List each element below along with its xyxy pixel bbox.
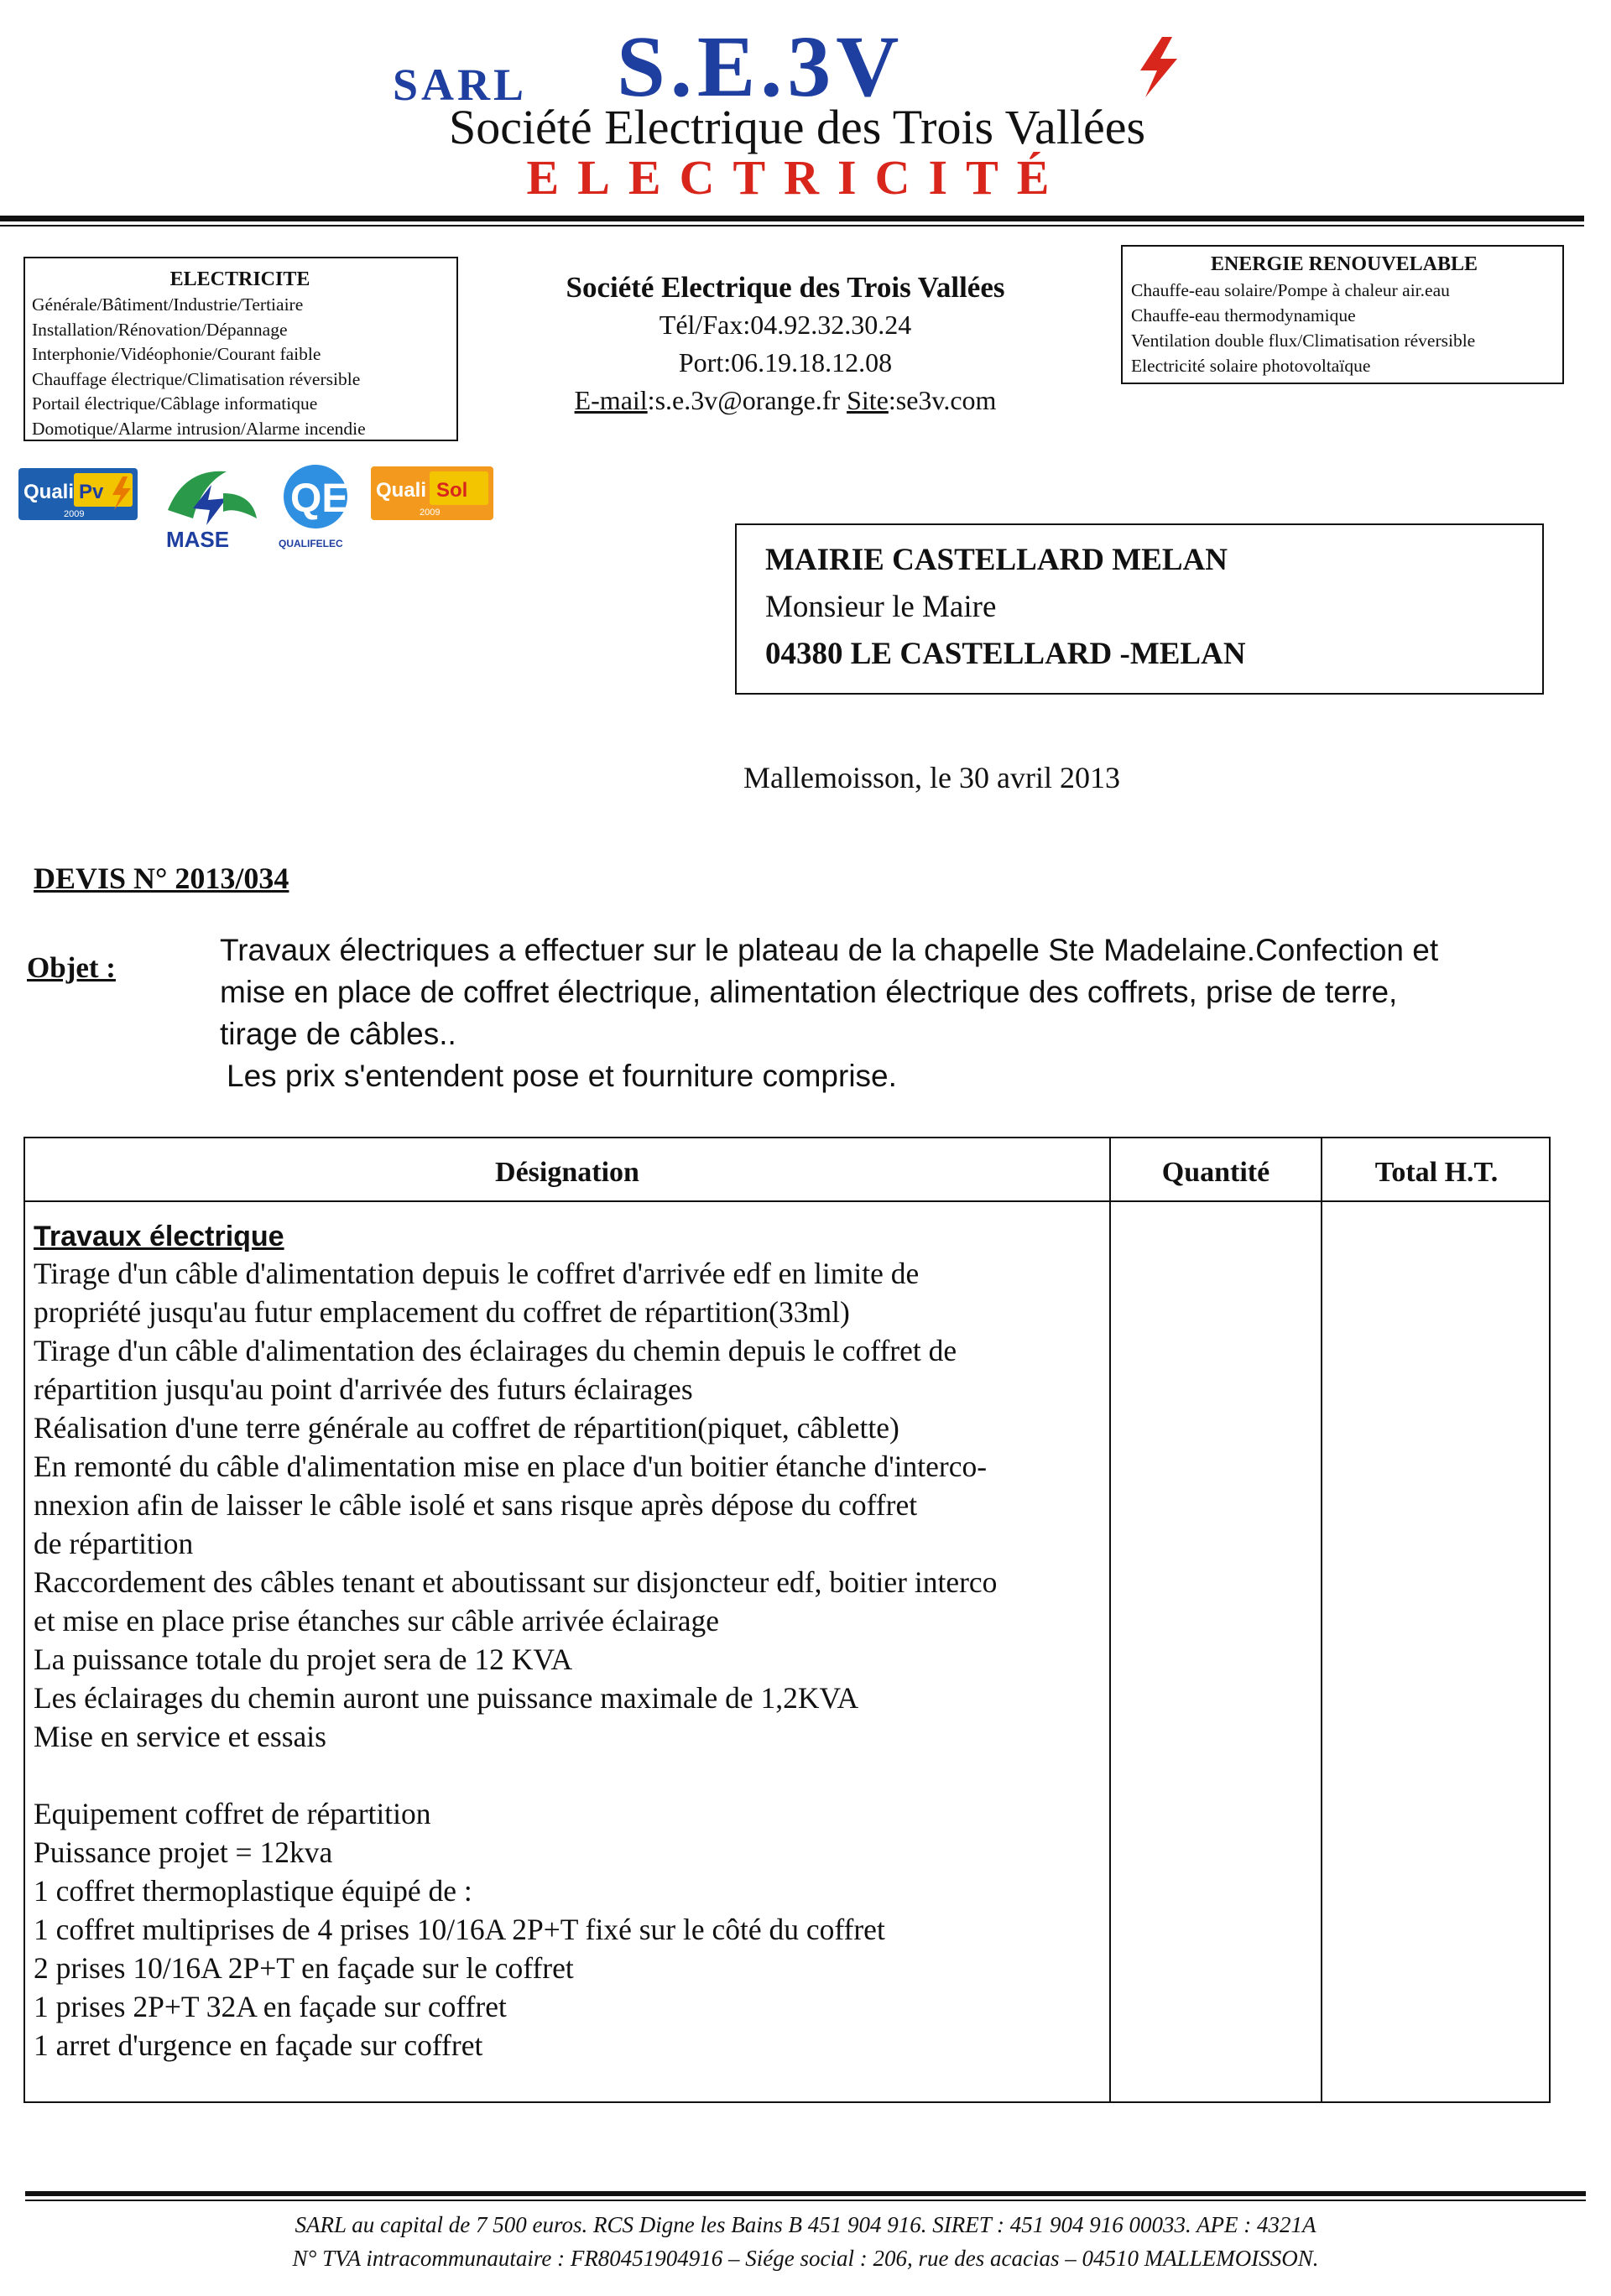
designation-line: et mise en place prise étanches sur câble arrivée éclairage [34,1604,720,1637]
footer-line: N° TVA intracommunautaire : FR80451904916 – Siége social : 206, rue des acacias – 04510 MALLEMOISSON. [292,2246,1319,2271]
designation-line: Les éclairages du chemin auront une puissance maximale de 1,2KVA [34,1681,859,1715]
legal-footer [0,2208,1611,2275]
contact-company-name: Société Electrique des Trois Vallées [566,271,1005,304]
designation-line: de répartition [34,1527,194,1560]
energie-title: ENERGIE RENOUVELABLE [1210,253,1478,275]
subject-line: Les prix s'entendent pose et fourniture comprise. [227,1059,897,1093]
designation-line: La puissance totale du projet sera de 12 KVA [34,1643,573,1676]
designation-line: répartition jusqu'au point d'arrivée des futurs éclairages [34,1372,693,1406]
column-header-quantite: Quantité [1161,1157,1270,1188]
svg-text:2009: 2009 [420,508,441,518]
designation-cell [34,1219,1124,2064]
mase-logo [151,460,268,552]
service-line: Domotique/Alarme intrusion/Alarme incendie [32,418,366,439]
service-line: Electricité solaire photovoltaïque [1131,356,1371,376]
header-divider [0,216,1584,221]
designation-line: Réalisation d'une terre générale au coffret de répartition(piquet, câblette) [34,1411,899,1445]
footer-divider-thin [25,2200,1586,2201]
lightning-bolt-icon [1129,34,1187,101]
header-divider-thin [0,225,1584,226]
email-value[interactable]: :s.e.3v@orange.fr [647,385,847,415]
recipient-address-box [735,523,1544,695]
site-value[interactable]: :se3v.com [888,385,997,415]
svg-text:QUALIFELEC: QUALIFELEC [279,538,343,549]
designation-line: Equipement coffret de répartition [34,1797,431,1830]
svg-text:Quali: Quali [376,479,427,502]
svg-text:MASE: MASE [166,527,230,552]
designation-line: Mise en service et essais [34,1720,326,1753]
qualipv-logo [18,468,138,520]
designation-line: 1 prises 2P+T 32A en façade sur coffret [34,1990,507,2023]
service-line: Ventilation double flux/Climatisation réversible [1131,331,1476,351]
service-line: Interphonie/Vidéophonie/Courant faible [32,344,321,364]
column-header-total-ht: Total H.T. [1374,1157,1499,1188]
date-line: Mallemoisson, le 30 avril 2013 [743,761,1120,794]
designation-line: propriété jusqu'au futur emplacement du coffret de répartition(33ml) [34,1295,850,1329]
service-line: Générale/Bâtiment/Industrie/Tertiaire [32,294,304,315]
designation-line: 1 coffret multiprises de 4 prises 10/16A 2P+T fixé sur le côté du coffret [34,1913,885,1946]
column-divider [1321,1138,1322,2101]
svg-text:QE: QE [290,476,349,521]
section-title: Travaux électrique [34,1221,284,1252]
designation-line: Tirage d'un câble d'alimentation depuis le coffret d'arrivée edf en limite de [34,1257,920,1290]
electricite-services-box [23,257,458,441]
designation-line: 2 prises 10/16A 2P+T en façade sur le coffret [34,1951,574,1985]
svg-text:2009: 2009 [64,509,85,519]
letterhead-logo [386,18,1225,115]
contact-port: Port:06.19.18.12.08 [678,347,893,377]
designation-line: 1 coffret thermoplastique équipé de : [34,1874,472,1908]
brand-name: S.E.3V [617,18,905,115]
service-line: Chauffage électrique/Climatisation réversible [32,368,361,389]
company-tagline: ELECTRICITÉ [526,150,1068,205]
sarl-label: SARL [393,60,528,110]
email-label: E-mail [574,385,648,415]
subject-line: Travaux électriques a effectuer sur le plateau de la chapelle Ste Madelaine.Confection et [220,933,1439,967]
header-row-divider [25,1200,1549,1202]
quote-number: DEVIS N° 2013/034 [34,862,289,895]
contact-tel: Tél/Fax:04.92.32.30.24 [659,310,912,340]
service-line: Portail électrique/Câblage informatique [32,393,318,414]
service-line: Chauffe-eau solaire/Pompe à chaleur air.eau [1131,280,1450,300]
spacer [34,1756,1124,1794]
service-line: Chauffe-eau thermodynamique [1131,305,1356,325]
site-label: Site [847,385,889,415]
recipient-attention: Monsieur le Maire [765,590,997,624]
recipient-name: MAIRIE CASTELLARD MELAN [765,543,1228,577]
subject-line: tirage de câbles.. [220,1017,456,1051]
company-name: Société Electrique des Trois Vallées [448,100,1146,154]
designation-line: En remonté du câble d'alimentation mise en place d'un boitier étanche d'interco- [34,1450,988,1483]
designation-line: 1 arret d'urgence en façade sur coffret [34,2028,483,2062]
designation-line: Tirage d'un câble d'alimentation des éclairages du chemin depuis le coffret de [34,1334,957,1367]
energie-renouvelable-box [1121,245,1564,384]
svg-text:Pv: Pv [79,481,104,503]
quote-table [23,1137,1551,2103]
subject-text [220,929,1554,1097]
footer-divider [25,2191,1586,2196]
column-header-designation: Désignation [495,1157,639,1188]
service-line: Installation/Rénovation/Dépannage [32,319,288,340]
designation-line: Raccordement des câbles tenant et aboutissant sur disjoncteur edf, boitier interco [34,1565,998,1599]
subject-label: Objet : [27,951,116,984]
qualisol-logo [371,466,493,520]
subject-line: mise en place de coffret électrique, alimentation électrique des coffrets, prise de terre, [220,975,1398,1009]
electricite-title: ELECTRICITE [169,268,310,290]
contact-email-site [500,382,1071,419]
qualifelec-logo [277,460,361,560]
designation-line: Puissance projet = 12kva [34,1835,333,1869]
designation-line: nnexion afin de laisser le câble isolé et sans risque après dépose du coffret [34,1488,918,1522]
footer-line: SARL au capital de 7 500 euros. RCS Digne les Bains B 451 904 916. SIRET : 451 904 916 00033. APE : 4321A [295,2212,1316,2237]
svg-text:Sol: Sol [436,479,468,502]
contact-block [500,268,1071,419]
svg-text:Quali: Quali [23,481,75,503]
recipient-city: 04380 LE CASTELLARD -MELAN [765,637,1246,671]
